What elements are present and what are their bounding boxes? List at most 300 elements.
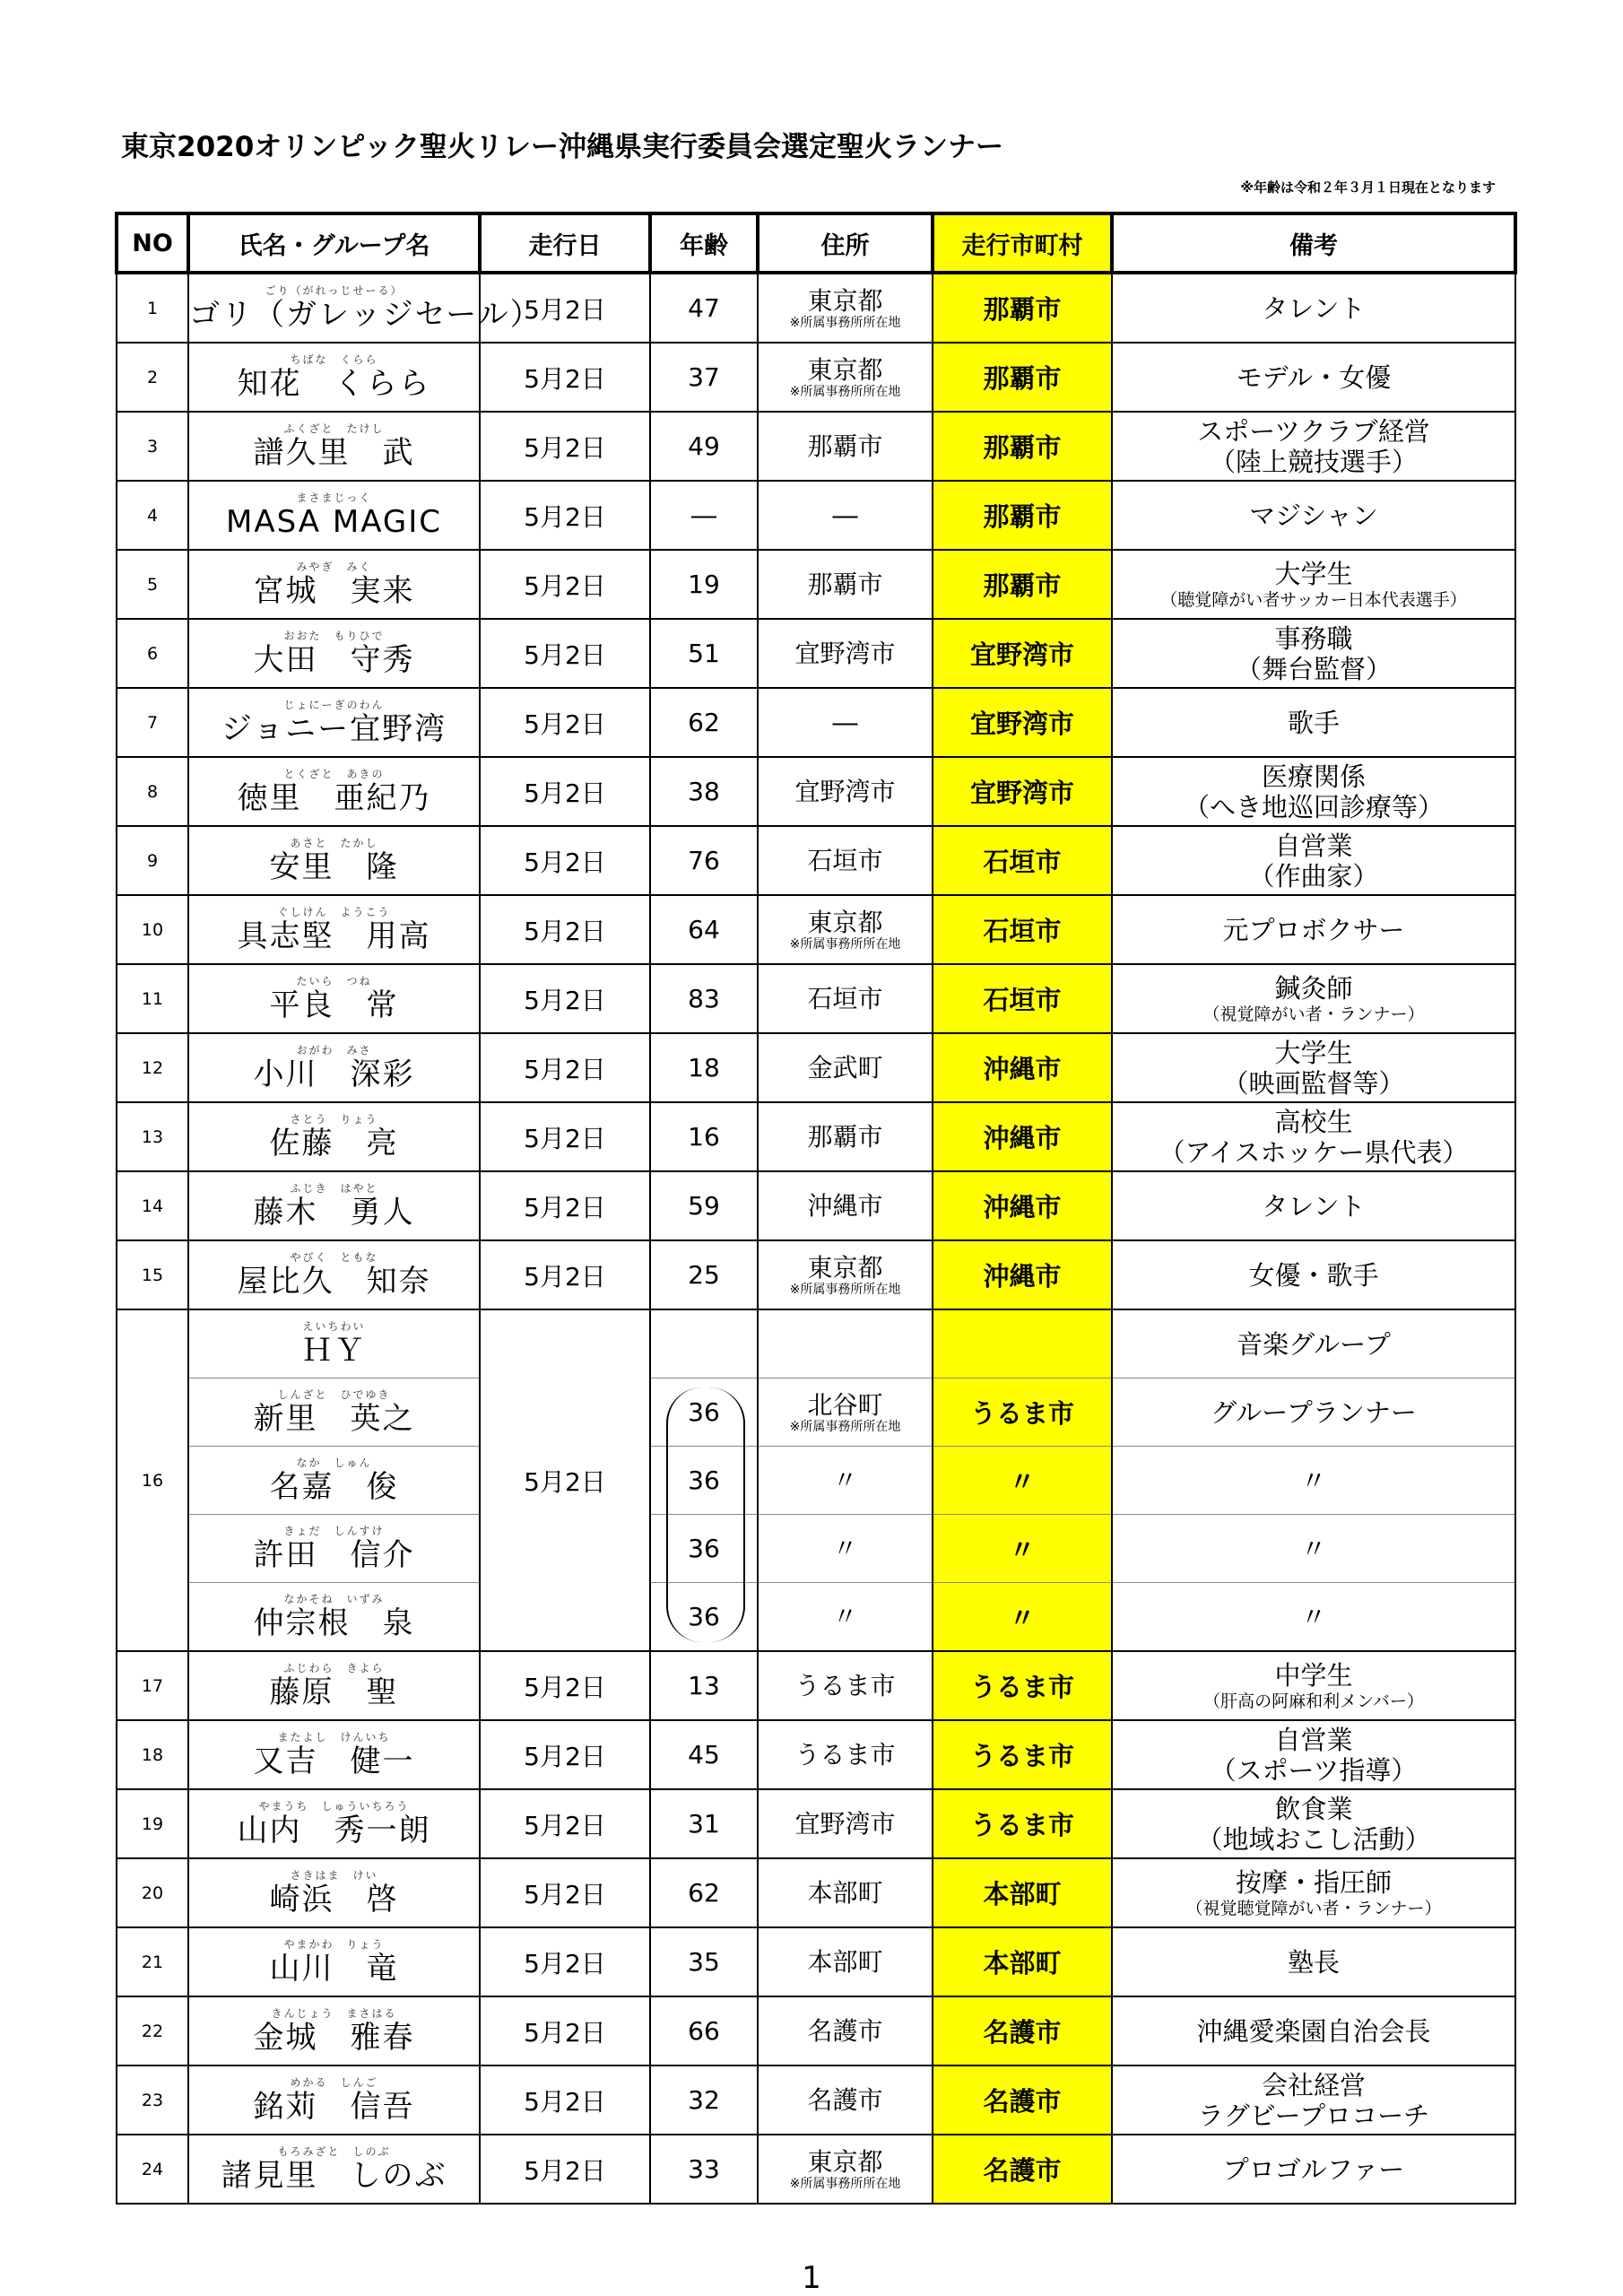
run-date: 5月2日 xyxy=(480,1858,650,1927)
page-number: 1 xyxy=(802,2260,821,2296)
runner-name-cell xyxy=(188,1583,480,1652)
name-ruby: あさと たかし xyxy=(290,837,378,849)
table-row xyxy=(117,895,1515,964)
remarks: タレント xyxy=(1262,292,1366,324)
remarks: 高校生 xyxy=(1274,1106,1353,1137)
remarks-cell xyxy=(1112,1651,1515,1720)
remarks: 元プロボクサー xyxy=(1222,914,1405,945)
runner-age: 37 xyxy=(650,343,758,412)
runner-name: 山内 秀一朗 xyxy=(237,1813,431,1848)
runner-name-cell xyxy=(188,1651,480,1720)
runner-age: 64 xyxy=(650,895,758,964)
name-ruby: めかる しんご xyxy=(290,2076,378,2089)
remarks-cell xyxy=(1112,1996,1515,2066)
runner-name-cell xyxy=(188,412,480,481)
remarks-detail: （作曲家） xyxy=(1248,860,1379,891)
runner-name-cell xyxy=(188,757,480,826)
runner-name-cell xyxy=(188,1102,480,1171)
run-date: 5月2日 xyxy=(480,1033,650,1102)
run-date: 5月2日 xyxy=(480,1102,650,1171)
name-ruby: じょにーぎのわん xyxy=(283,699,385,711)
remarks-cell xyxy=(1112,412,1515,481)
runner-name-cell xyxy=(188,1996,480,2066)
address-cell xyxy=(758,1583,933,1652)
table-row xyxy=(117,1996,1515,2066)
remarks: 〃 xyxy=(1112,1515,1515,1583)
group-row xyxy=(117,1515,1515,1583)
runner-age: 49 xyxy=(650,412,758,481)
address-cell xyxy=(758,1789,933,1858)
row-number: 23 xyxy=(117,2066,188,2135)
group-row xyxy=(117,1447,1515,1515)
row-number: 24 xyxy=(117,2135,188,2204)
address: 本部町 xyxy=(807,1877,883,1908)
run-municipality: 〃 xyxy=(933,1583,1112,1652)
run-date: 5月2日 xyxy=(480,1240,650,1309)
name-ruby: またよし けんいち xyxy=(277,1731,391,1744)
remarks-cell xyxy=(1112,481,1515,550)
runner-name-cell xyxy=(188,1927,480,1996)
run-municipality: 那覇市 xyxy=(933,550,1112,619)
remarks-cell xyxy=(1112,619,1515,688)
runner-name-cell xyxy=(188,895,480,964)
name-ruby: きょだ しんすけ xyxy=(283,1525,385,1537)
remarks-detail: （視覚聴覚障がい者・ランナー） xyxy=(1185,1898,1442,1918)
remarks-detail: （アイスホッケー県代表） xyxy=(1159,1136,1469,1168)
runner-name: 藤木 勇人 xyxy=(253,1195,415,1231)
address-cell xyxy=(758,481,933,550)
age-note: ※年齢は令和２年３月１日現在となります xyxy=(1240,179,1496,196)
remarks: 女優・歌手 xyxy=(1248,1259,1379,1291)
runner-age: 51 xyxy=(650,619,758,688)
name-ruby: しんざと ひでゆき xyxy=(277,1388,391,1401)
name-ruby: もろみざと しのぶ xyxy=(277,2145,391,2158)
runner-name-cell xyxy=(188,1515,480,1583)
runner-name: 金城 雅春 xyxy=(253,2020,415,2056)
remarks-cell xyxy=(1112,1102,1515,1171)
runner-age: 16 xyxy=(650,1102,758,1171)
remarks-detail: （映画監督等） xyxy=(1222,1067,1405,1099)
run-municipality: 本部町 xyxy=(933,1927,1112,1996)
runner-rows xyxy=(117,273,1515,1309)
address-cell xyxy=(758,1447,933,1515)
run-date: 5月2日 xyxy=(480,481,650,550)
run-municipality: うるま市 xyxy=(933,1720,1112,1789)
address: 沖縄市 xyxy=(807,1190,883,1221)
table-row xyxy=(117,757,1515,826)
runner-name: 徳里 亜紀乃 xyxy=(237,780,431,816)
group-rows xyxy=(117,1309,1515,1651)
name-ruby: きんじょう まさはる xyxy=(271,2007,397,2020)
remarks-cell xyxy=(1112,1789,1515,1858)
remarks-detail: （肝高の阿麻和利メンバー） xyxy=(1203,1691,1424,1711)
row-number: 1 xyxy=(117,273,188,343)
address-cell xyxy=(758,1720,933,1789)
row-number: 21 xyxy=(117,1927,188,1996)
run-municipality: 沖縄市 xyxy=(933,1171,1112,1240)
address-cell xyxy=(758,2135,933,2204)
name-ruby: ぐしけん ようこう xyxy=(277,906,391,918)
table-header-row xyxy=(117,213,1515,273)
address-cell xyxy=(758,895,933,964)
runner-name-cell xyxy=(188,1720,480,1789)
run-date: 5月2日 xyxy=(480,550,650,619)
runner-name: ゴリ（ガレッジセール） xyxy=(189,297,542,333)
run-municipality: 那覇市 xyxy=(933,412,1112,481)
name-ruby: ふくざと たけし xyxy=(283,422,385,435)
run-date: 5月2日 xyxy=(480,2066,650,2135)
runner-rows-2 xyxy=(117,1651,1515,2204)
address: 東京都 xyxy=(807,285,883,316)
remarks: 飲食業 xyxy=(1274,1793,1353,1824)
runner-age: 35 xyxy=(650,1927,758,1996)
address-cell xyxy=(758,1102,933,1171)
row-number: 7 xyxy=(117,688,188,757)
runner-age: 66 xyxy=(650,1996,758,2066)
address: 北谷町 xyxy=(807,1389,883,1420)
address-cell xyxy=(758,2066,933,2135)
runner-name: 安里 隆 xyxy=(269,849,399,885)
row-number: 22 xyxy=(117,1996,188,2066)
runner-age: 62 xyxy=(650,688,758,757)
runner-name: 佐藤 亮 xyxy=(269,1126,399,1161)
table-row xyxy=(117,2135,1515,2204)
runner-name-cell xyxy=(188,1378,480,1447)
remarks-cell xyxy=(1112,895,1515,964)
run-date: 5月2日 xyxy=(480,1996,650,2066)
table-row xyxy=(117,2066,1515,2135)
run-date: 5月2日 xyxy=(480,1720,650,1789)
runner-name: 宮城 実来 xyxy=(253,573,415,609)
name-ruby: ごり（がれっじせーる） xyxy=(265,284,404,297)
remarks-cell xyxy=(1112,826,1515,895)
runner-age xyxy=(650,1309,758,1378)
address-cell xyxy=(758,688,933,757)
name-ruby: ふじき はやと xyxy=(290,1182,378,1195)
run-municipality: 沖縄市 xyxy=(933,1102,1112,1171)
remarks-cell xyxy=(1112,550,1515,619)
address-cell xyxy=(758,1378,933,1447)
address-note: ※所属事務所所在地 xyxy=(789,384,901,399)
address: 金武町 xyxy=(807,1052,883,1083)
remarks-cell xyxy=(1112,1171,1515,1240)
runner-name: MASA MAGIC xyxy=(226,504,442,540)
runner-age: 19 xyxy=(650,550,758,619)
table-row xyxy=(117,481,1515,550)
runner-age: 38 xyxy=(650,757,758,826)
remarks-detail: ラグビープロコーチ xyxy=(1197,2100,1430,2131)
address: うるま市 xyxy=(794,1670,896,1700)
address-cell xyxy=(758,1309,933,1378)
address-note: ※所属事務所所在地 xyxy=(789,315,901,330)
address-cell xyxy=(758,1171,933,1240)
address-cell xyxy=(758,1033,933,1102)
run-municipality: 那覇市 xyxy=(933,273,1112,343)
run-date: 5月2日 xyxy=(480,1927,650,1996)
address-cell xyxy=(758,550,933,619)
header-age: 年齢 xyxy=(650,213,758,273)
address-note: ※所属事務所所在地 xyxy=(789,1419,901,1434)
row-number: 20 xyxy=(117,1858,188,1927)
remarks: 沖縄愛楽園自治会長 xyxy=(1196,2015,1431,2047)
remarks-cell xyxy=(1112,964,1515,1033)
runner-name-cell xyxy=(188,481,480,550)
name-ruby: おがわ みさ xyxy=(296,1044,372,1057)
run-date: 5月2日 xyxy=(480,343,650,412)
run-date: 5月2日 xyxy=(480,826,650,895)
runner-name: 崎浜 啓 xyxy=(269,1882,399,1918)
runner-name: 名嘉 俊 xyxy=(269,1469,399,1505)
remarks: 按摩・指圧師 xyxy=(1235,1866,1392,1898)
runner-name: 藤原 聖 xyxy=(269,1674,399,1710)
runner-name: ジョニー宜野湾 xyxy=(221,711,447,747)
remarks: スポーツクラブ経営 xyxy=(1197,415,1430,447)
table-row xyxy=(117,1240,1515,1309)
name-ruby: さきはま けい xyxy=(290,1869,378,1882)
runner-name-cell xyxy=(188,1447,480,1515)
runner-name-cell xyxy=(188,550,480,619)
header-remarks: 備考 xyxy=(1112,213,1515,273)
table-row xyxy=(117,550,1515,619)
table-row xyxy=(117,1033,1515,1102)
runner-name: 仲宗根 泉 xyxy=(253,1605,415,1641)
remarks: モデル・女優 xyxy=(1236,361,1392,393)
table-row xyxy=(117,619,1515,688)
runner-name: 新里 英之 xyxy=(253,1401,415,1437)
runner-name: 許田 信介 xyxy=(253,1537,415,1573)
run-date: 5月2日 xyxy=(480,1171,650,1240)
remarks: 〃 xyxy=(1112,1447,1515,1515)
remarks-cell xyxy=(1112,343,1515,412)
run-municipality: 沖縄市 xyxy=(933,1240,1112,1309)
address-cell xyxy=(758,826,933,895)
remarks: 大学生 xyxy=(1274,558,1353,589)
address-cell xyxy=(758,757,933,826)
run-municipality: 名護市 xyxy=(933,2066,1112,2135)
run-municipality: 名護市 xyxy=(933,2135,1112,2204)
runner-name: 屋比久 知奈 xyxy=(237,1264,431,1300)
address: 石垣市 xyxy=(807,845,883,875)
name-ruby: おおた もりひで xyxy=(283,630,385,642)
remarks-detail: （舞台監督） xyxy=(1235,653,1392,684)
row-number: 19 xyxy=(117,1789,188,1858)
table-row xyxy=(117,1789,1515,1858)
run-municipality: うるま市 xyxy=(933,1789,1112,1858)
run-municipality: 石垣市 xyxy=(933,826,1112,895)
remarks: 事務職 xyxy=(1274,622,1353,654)
row-number: 17 xyxy=(117,1651,188,1720)
table-row xyxy=(117,343,1515,412)
run-date: 5月2日 xyxy=(480,688,650,757)
runner-name: 銘苅 信吾 xyxy=(253,2089,415,2125)
remarks: 自営業 xyxy=(1274,1724,1353,1755)
run-date: 5月2日 xyxy=(480,1309,650,1651)
row-number: 11 xyxy=(117,964,188,1033)
remarks-detail: （陸上競技選手） xyxy=(1209,446,1418,477)
address: 那覇市 xyxy=(807,430,883,461)
address-cell xyxy=(758,964,933,1033)
run-date: 5月2日 xyxy=(480,2135,650,2204)
run-municipality: うるま市 xyxy=(933,1651,1112,1720)
runner-name-cell xyxy=(188,1309,480,1378)
runner-name: 具志堅 用高 xyxy=(237,918,431,954)
remarks-cell xyxy=(1112,1858,1515,1927)
address-cell xyxy=(758,343,933,412)
runner-age: 25 xyxy=(650,1240,758,1309)
runner-age: 76 xyxy=(650,826,758,895)
runner-age: 33 xyxy=(650,2135,758,2204)
address-cell xyxy=(758,1996,933,2066)
name-ruby: やまうち しゅういちろう xyxy=(258,1800,410,1813)
run-municipality: 石垣市 xyxy=(933,895,1112,964)
table-row xyxy=(117,826,1515,895)
row-number: 15 xyxy=(117,1240,188,1309)
remarks-cell xyxy=(1112,1927,1515,1996)
address: 〃 xyxy=(832,1533,858,1563)
remarks: 歌手 xyxy=(1287,707,1340,738)
address-note: ※所属事務所所在地 xyxy=(789,936,901,952)
runner-name: 諸見里 しのぶ xyxy=(221,2158,447,2194)
row-number: 13 xyxy=(117,1102,188,1171)
remarks: 音楽グループ xyxy=(1112,1309,1515,1378)
name-ruby: さとう りょう xyxy=(290,1113,378,1126)
run-municipality: 〃 xyxy=(933,1515,1112,1583)
remarks: プロゴルファー xyxy=(1222,2153,1405,2185)
runner-name: 平良 常 xyxy=(269,987,399,1023)
document-title: 東京2020オリンピック聖火リレー沖縄県実行委員会選定聖火ランナー xyxy=(121,131,1004,163)
runner-name-cell xyxy=(188,273,542,343)
runner-name-cell xyxy=(188,2135,480,2204)
remarks-cell xyxy=(1112,2135,1515,2204)
runner-name: ＨＹ xyxy=(301,1333,367,1369)
row-number: 5 xyxy=(117,550,188,619)
address-cell xyxy=(758,619,933,688)
remarks: 会社経営 xyxy=(1261,2069,1366,2100)
run-date: 5月2日 xyxy=(480,757,650,826)
remarks-cell xyxy=(1112,2066,1515,2135)
address: 那覇市 xyxy=(807,569,883,599)
address: 本部町 xyxy=(807,1946,883,1977)
address-cell xyxy=(758,1927,933,1996)
runner-name-cell xyxy=(188,688,480,757)
runner-name-cell xyxy=(188,343,480,412)
runner-name: 大田 守秀 xyxy=(253,642,415,678)
header-address: 住所 xyxy=(758,213,933,273)
run-municipality: 宜野湾市 xyxy=(933,619,1112,688)
remarks: 大学生 xyxy=(1274,1037,1353,1068)
run-municipality: 那覇市 xyxy=(933,343,1112,412)
run-date: 5月2日 xyxy=(480,964,650,1033)
table-row xyxy=(117,1858,1515,1927)
remarks: 医療関係 xyxy=(1261,761,1366,792)
runner-age: 13 xyxy=(650,1651,758,1720)
address: 〃 xyxy=(832,1601,858,1631)
run-date: 5月2日 xyxy=(480,895,650,964)
table-row xyxy=(117,1720,1515,1789)
remarks: 塾長 xyxy=(1287,1946,1340,1978)
run-municipality: 名護市 xyxy=(933,1996,1112,2066)
address: 宜野湾市 xyxy=(794,1808,896,1839)
address: 宜野湾市 xyxy=(794,638,896,668)
address: 名護市 xyxy=(807,2015,883,2046)
row-number: 4 xyxy=(117,481,188,550)
run-municipality: 本部町 xyxy=(933,1858,1112,1927)
remarks-detail: （視覚障がい者・ランナー） xyxy=(1202,1004,1425,1024)
runner-name-cell xyxy=(188,1789,480,1858)
remarks: タレント xyxy=(1262,1190,1366,1222)
runner-age: 36 xyxy=(650,1515,758,1583)
name-ruby: えいちわい xyxy=(302,1320,366,1333)
row-number: 14 xyxy=(117,1171,188,1240)
address-cell xyxy=(758,1651,933,1720)
group-row xyxy=(117,1309,1515,1378)
runner-name: 山川 竜 xyxy=(269,1951,399,1987)
group-row xyxy=(117,1378,1515,1447)
runner-age: 32 xyxy=(650,2066,758,2135)
row-number: 8 xyxy=(117,757,188,826)
name-ruby: なかそね いずみ xyxy=(283,1593,385,1605)
remarks-detail: （スポーツ指導） xyxy=(1210,1754,1418,1786)
run-date: 5月2日 xyxy=(480,619,650,688)
row-number: 3 xyxy=(117,412,188,481)
runner-name: 譜久里 武 xyxy=(253,435,415,471)
remarks-cell xyxy=(1112,1240,1515,1309)
address-cell xyxy=(758,1240,933,1309)
row-number: 6 xyxy=(117,619,188,688)
run-municipality: 〃 xyxy=(933,1447,1112,1515)
runner-name: 小川 深彩 xyxy=(253,1057,415,1092)
run-municipality: 沖縄市 xyxy=(933,1033,1112,1102)
runner-age: 36 xyxy=(650,1583,758,1652)
table-row xyxy=(117,1927,1515,1996)
remarks-cell xyxy=(1112,1033,1515,1102)
remarks-cell xyxy=(1112,273,1515,343)
header-date: 走行日 xyxy=(480,213,650,273)
remarks: グループランナー xyxy=(1112,1378,1515,1447)
address-cell xyxy=(758,273,933,343)
remarks-detail: （へき地巡回診療等） xyxy=(1183,791,1444,822)
runner-name-cell xyxy=(188,1171,480,1240)
address: 那覇市 xyxy=(807,1121,883,1152)
name-ruby: まさまじっく xyxy=(296,491,372,504)
address: 宜野湾市 xyxy=(794,776,896,806)
runner-table xyxy=(115,212,1517,2205)
address: 東京都 xyxy=(807,1252,883,1283)
run-date: 5月2日 xyxy=(480,412,650,481)
header-name: 氏名・グループ名 xyxy=(188,213,480,273)
name-ruby: たいら つね xyxy=(296,975,372,987)
run-date: 5月2日 xyxy=(480,273,650,343)
name-ruby: ふじわら きよら xyxy=(283,1662,385,1674)
table-row xyxy=(117,688,1515,757)
runner-name: 又吉 健一 xyxy=(253,1744,415,1779)
run-municipality: 那覇市 xyxy=(933,481,1112,550)
address: 東京都 xyxy=(807,907,883,937)
remarks-cell xyxy=(1112,1720,1515,1789)
run-municipality xyxy=(933,1309,1112,1378)
remarks: 自営業 xyxy=(1274,830,1353,861)
name-ruby: やまかわ りょう xyxy=(283,1938,385,1951)
address: 東京都 xyxy=(807,354,883,385)
remarks-cell xyxy=(1112,757,1515,826)
runner-name-cell xyxy=(188,2066,480,2135)
address: 〃 xyxy=(832,1465,858,1495)
header-city: 走行市町村 xyxy=(933,213,1112,273)
run-municipality: うるま市 xyxy=(933,1378,1112,1447)
runner-name-cell xyxy=(188,619,480,688)
runner-name: 知花 くらら xyxy=(237,366,431,402)
address-note: ※所属事務所所在地 xyxy=(789,1282,901,1297)
